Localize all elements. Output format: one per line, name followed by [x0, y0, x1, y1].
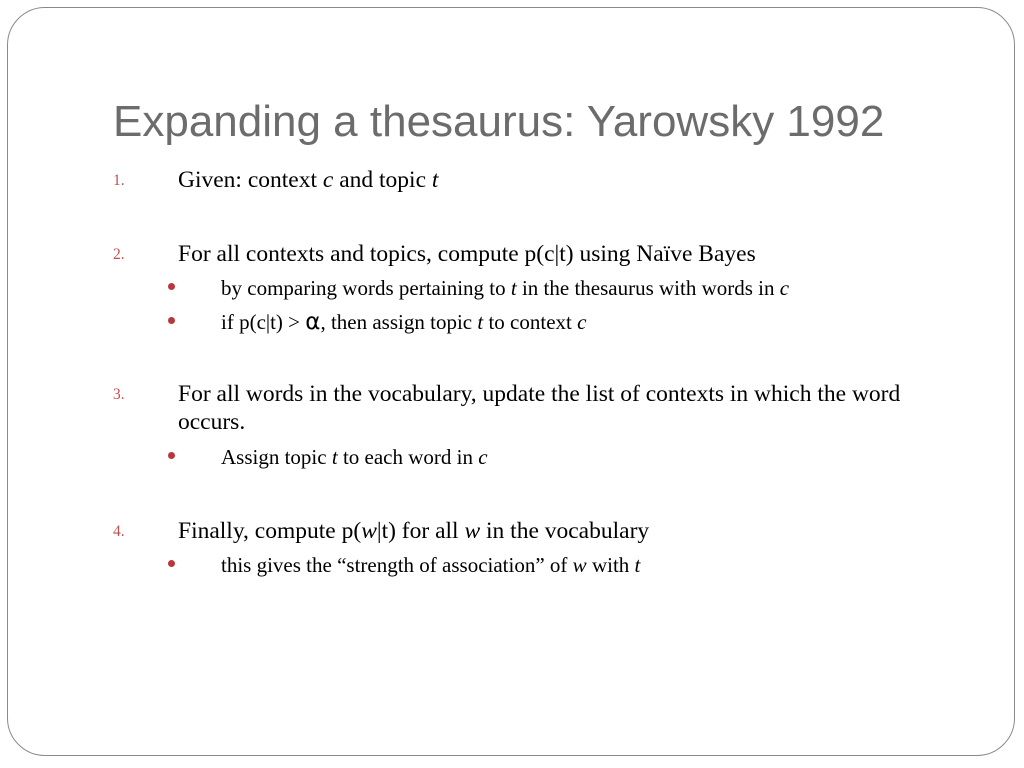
bullet-icon: [168, 317, 175, 324]
item-text-4: Finally, compute p(w|t) for all w in the vocabulary: [178, 518, 650, 544]
sub-item-3-1: Assign topic t to each word in c: [221, 445, 488, 469]
bullet-icon: [168, 452, 175, 459]
item-number-2: 2.: [113, 246, 125, 263]
item-text-1: Given: context c and topic t: [178, 167, 439, 193]
slide-title: Expanding a thesaurus: Yarowsky 1992: [113, 97, 885, 146]
sub-item-4-1: this gives the “strength of association” of w with t: [221, 553, 641, 577]
item-number-3: 3.: [113, 386, 125, 403]
item-text-3: For all words in the vocabulary, update the list of contexts in which the word occurs.: [178, 381, 901, 435]
sub-item-2-1: by comparing words pertaining to t in the thesaurus with words in c: [221, 276, 790, 300]
bullet-icon: [168, 283, 175, 290]
item-text-2: For all contexts and topics, compute p(c|t) using Naïve Bayes: [178, 241, 756, 267]
item-number-4: 4.: [113, 523, 125, 540]
bullet-icon: [168, 560, 175, 567]
sub-item-2-2: if p(c|t) > α, then assign topic t to context c: [221, 309, 587, 335]
item-number-1: 1.: [113, 172, 125, 189]
